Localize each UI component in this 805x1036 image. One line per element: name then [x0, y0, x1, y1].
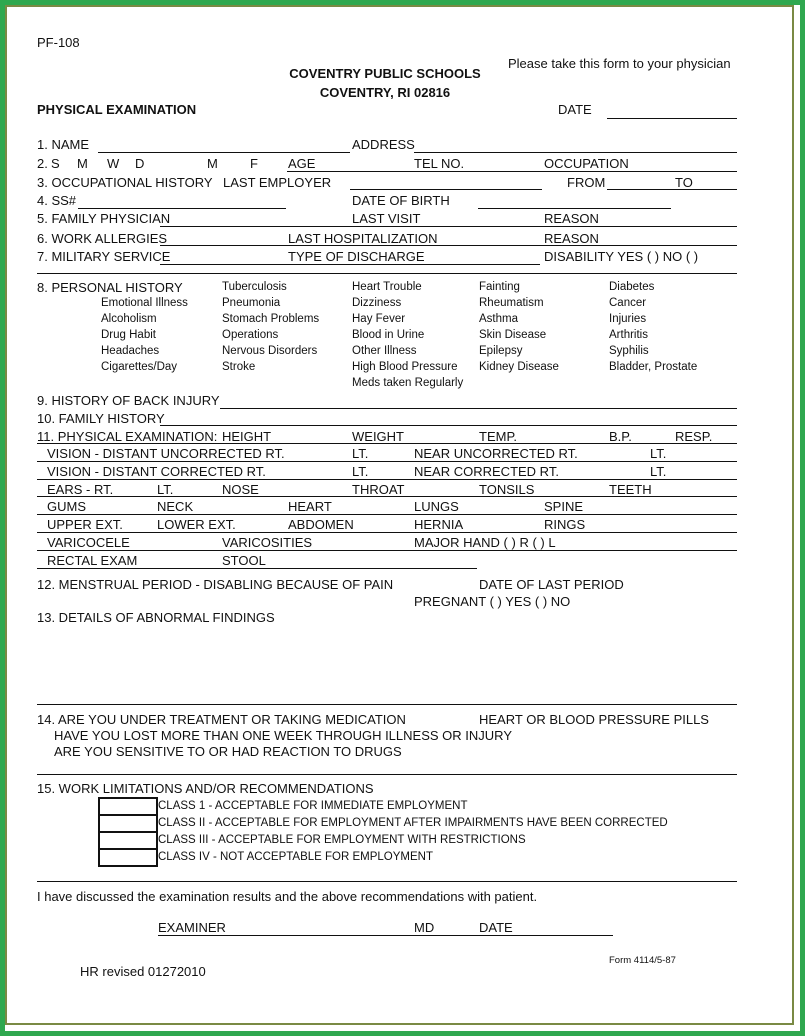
history-item[interactable]: Headaches: [101, 345, 160, 357]
sex-f[interactable]: F: [250, 156, 258, 171]
lt-label: LT.: [157, 482, 174, 497]
ss-field[interactable]: [78, 208, 286, 209]
last-hosp-label: LAST HOSPITALIZATION: [288, 231, 438, 246]
history-item[interactable]: Asthma: [479, 313, 518, 325]
history-item[interactable]: Hay Fever: [352, 313, 406, 325]
dob-field[interactable]: [478, 208, 671, 209]
date-field[interactable]: [607, 118, 737, 119]
row5-field[interactable]: [160, 226, 737, 227]
rectal-exam-label: RECTAL EXAM: [47, 553, 138, 568]
tel-label: TEL NO.: [414, 156, 465, 171]
lungs-label: LUNGS: [414, 499, 459, 514]
disability-label: DISABILITY YES ( ) NO ( ): [544, 249, 699, 264]
to-label: TO: [675, 175, 693, 190]
physician-note: Please take this form to your physician: [508, 56, 731, 71]
sex-m[interactable]: M: [207, 156, 218, 171]
varicosities-label: VARICOSITIES: [222, 535, 313, 550]
last-employer-label: LAST EMPLOYER: [223, 175, 332, 190]
history-item[interactable]: Alcoholism: [101, 313, 157, 325]
history-item[interactable]: Stomach Problems: [222, 313, 320, 325]
marital-prefix: 2.: [37, 156, 48, 171]
history-item[interactable]: Blood in Urine: [352, 329, 425, 341]
last-employer-field[interactable]: [350, 189, 542, 190]
bp-label: B.P.: [609, 429, 632, 444]
history-item[interactable]: Diabetes: [609, 281, 655, 293]
hernia-label: HERNIA: [414, 517, 464, 532]
spine-label: SPINE: [544, 499, 584, 514]
reason-label-2: REASON: [544, 231, 599, 246]
reason-label-1: REASON: [544, 211, 599, 226]
upper-ext-label: UPPER EXT.: [47, 517, 123, 532]
history-item[interactable]: Fainting: [479, 281, 520, 293]
discharge-label: TYPE OF DISCHARGE: [288, 249, 425, 264]
history-item[interactable]: Heart Trouble: [352, 281, 422, 293]
history-item[interactable]: Syphilis: [609, 345, 649, 357]
exam-row-line[interactable]: [37, 479, 737, 480]
history-item[interactable]: Cigarettes/Day: [101, 361, 178, 373]
address-label: ADDRESS: [352, 137, 415, 152]
exam-row-line[interactable]: [37, 461, 737, 462]
exam-row-line[interactable]: [37, 550, 737, 551]
near-uncorrected-label: NEAR UNCORRECTED RT.: [414, 446, 578, 461]
last-period-label: DATE OF LAST PERIOD: [479, 577, 624, 592]
rings-label: RINGS: [544, 517, 586, 532]
section-divider-3: [37, 774, 737, 775]
history-item[interactable]: Arthritis: [609, 329, 648, 341]
status-m[interactable]: M: [77, 156, 88, 171]
examiner-signature-field[interactable]: [158, 935, 613, 936]
exam-row-line[interactable]: [37, 532, 737, 533]
military-label: 7. MILITARY SERVICE: [37, 249, 171, 264]
last-visit-label: LAST VISIT: [352, 211, 421, 226]
row2-field[interactable]: [287, 171, 737, 172]
examiner-label: EXAMINER: [158, 920, 226, 935]
exam-row-line[interactable]: [37, 568, 477, 569]
history-item[interactable]: Dizziness: [352, 297, 402, 309]
back-injury-field[interactable]: [220, 408, 737, 409]
discussed-statement: I have discussed the examination results and the above recommendations with patient.: [37, 889, 538, 904]
height-label: HEIGHT: [222, 429, 272, 444]
status-d[interactable]: D: [135, 156, 145, 171]
stool-label: STOOL: [222, 553, 266, 568]
status-w[interactable]: W: [107, 156, 120, 171]
row6-field[interactable]: [160, 245, 737, 246]
abnormal-findings-label: 13. DETAILS OF ABNORMAL FINDINGS: [37, 610, 275, 625]
history-item[interactable]: Bladder, Prostate: [609, 361, 698, 373]
drug-sensitivity-label: ARE YOU SENSITIVE TO OR HAD REACTION TO DRUGS: [54, 744, 402, 759]
exam-row-line[interactable]: [37, 443, 737, 444]
md-label: MD: [414, 920, 435, 935]
class-3-label: CLASS III - ACCEPTABLE FOR EMPLOYMENT WITH RESTRICTIONS: [158, 834, 526, 846]
occ-history-label: 3. OCCUPATIONAL HISTORY: [37, 175, 213, 190]
revision-note: HR revised 01272010: [80, 964, 206, 979]
history-item[interactable]: Operations: [222, 329, 279, 341]
history-item[interactable]: Cancer: [609, 297, 647, 309]
form-number: Form 4114/5-87: [609, 955, 676, 966]
history-item[interactable]: Tuberculosis: [222, 281, 287, 293]
lt-label: LT.: [650, 464, 667, 479]
dob-label: DATE OF BIRTH: [352, 193, 450, 208]
history-item[interactable]: Skin Disease: [479, 329, 547, 341]
lost-time-label: HAVE YOU LOST MORE THAN ONE WEEK THROUGH ILLNESS OR INJURY: [54, 728, 512, 743]
section-divider-4: [37, 881, 737, 882]
lt-label: LT.: [352, 464, 369, 479]
exam-row-line[interactable]: [37, 496, 737, 497]
family-physician-label: 5. FAMILY PHYSICIAN: [37, 211, 171, 226]
history-item[interactable]: Stroke: [222, 361, 256, 373]
family-history-label: 10. FAMILY HISTORY: [37, 411, 165, 426]
age-label: AGE: [288, 156, 316, 171]
lower-ext-label: LOWER EXT.: [157, 517, 236, 532]
gums-label: GUMS: [47, 499, 86, 514]
throat-label: THROAT: [352, 482, 405, 497]
form-code: PF-108: [37, 35, 80, 50]
history-item[interactable]: Injuries: [609, 313, 647, 325]
vision-corrected-label: VISION - DISTANT CORRECTED RT.: [47, 464, 266, 479]
section-divider-2: [37, 704, 737, 705]
class-1-label: CLASS 1 - ACCEPTABLE FOR IMMEDIATE EMPLOYMENT: [158, 800, 468, 812]
history-item[interactable]: Nervous Disorders: [222, 345, 318, 357]
name-label: 1. NAME: [37, 137, 90, 152]
page-title: PHYSICAL EXAMINATION: [37, 102, 197, 117]
near-corrected-label: NEAR CORRECTED RT.: [414, 464, 559, 479]
treatment-label: 14. ARE YOU UNDER TREATMENT OR TAKING MEDICATION: [37, 712, 406, 727]
varicocele-label: VARICOCELE: [47, 535, 130, 550]
history-item[interactable]: Pneumonia: [222, 297, 281, 309]
date-label: DATE: [558, 102, 592, 117]
work-limitations-label: 15. WORK LIMITATIONS AND/OR RECOMMENDATIONS: [37, 781, 374, 796]
lt-label: LT.: [352, 446, 369, 461]
work-allergies-label: 6. WORK ALLERGIES: [37, 231, 168, 246]
family-history-field[interactable]: [160, 425, 737, 426]
signature-date-label: DATE: [479, 920, 513, 935]
resp-label: RESP.: [675, 429, 713, 444]
teeth-label: TEETH: [609, 482, 652, 497]
physical-exam-label: 11. PHYSICAL EXAMINATION:: [37, 429, 218, 444]
history-item[interactable]: Emotional Illness: [101, 297, 188, 309]
address-field[interactable]: [414, 152, 737, 153]
history-item[interactable]: Other Illness: [352, 345, 417, 357]
row7-field[interactable]: [160, 264, 540, 265]
org-name: COVENTRY PUBLIC SCHOOLS: [289, 66, 481, 81]
history-item[interactable]: High Blood Pressure: [352, 361, 458, 373]
major-hand-label: MAJOR HAND ( ) R ( ) L: [414, 535, 556, 550]
history-item[interactable]: Kidney Disease: [479, 361, 559, 373]
lt-label: LT.: [650, 446, 667, 461]
from-to-field[interactable]: [607, 189, 737, 190]
name-field[interactable]: [98, 152, 350, 153]
org-location: COVENTRY, RI 02816: [319, 85, 451, 100]
exam-row-line[interactable]: [37, 514, 737, 515]
history-item[interactable]: Rheumatism: [479, 297, 544, 309]
history-item[interactable]: Meds taken Regularly: [352, 377, 464, 389]
neck-label: NECK: [157, 499, 194, 514]
history-item[interactable]: Epilepsy: [479, 345, 523, 357]
form-page: [5, 5, 794, 1025]
status-s[interactable]: S: [51, 156, 60, 171]
class-2-label: CLASS II - ACCEPTABLE FOR EMPLOYMENT AFTER IMPAIRMENTS HAVE BEEN CORRECTED: [158, 817, 668, 829]
from-label: FROM: [567, 175, 606, 190]
abdomen-label: ABDOMEN: [288, 517, 354, 532]
back-injury-label: 9. HISTORY OF BACK INJURY: [37, 393, 220, 408]
heart-label: HEART: [288, 499, 332, 514]
pills-label: HEART OR BLOOD PRESSURE PILLS: [479, 712, 709, 727]
class-4-label: CLASS IV - NOT ACCEPTABLE FOR EMPLOYMENT: [158, 851, 433, 863]
tonsils-label: TONSILS: [479, 482, 535, 497]
occupation-label: OCCUPATION: [544, 156, 629, 171]
ss-label: 4. SS#: [37, 193, 77, 208]
weight-label: WEIGHT: [352, 429, 404, 444]
temp-label: TEMP.: [479, 429, 518, 444]
personal-history-label: 8. PERSONAL HISTORY: [37, 280, 183, 295]
section-divider-1: [37, 273, 737, 274]
ears-label: EARS - RT.: [47, 482, 114, 497]
class-4-checkbox[interactable]: [98, 848, 158, 867]
menstrual-label: 12. MENSTRUAL PERIOD - DISABLING BECAUSE OF PAIN: [37, 577, 394, 592]
history-item[interactable]: Drug Habit: [101, 329, 156, 341]
vision-uncorrected-label: VISION - DISTANT UNCORRECTED RT.: [47, 446, 285, 461]
nose-label: NOSE: [222, 482, 259, 497]
pregnant-label: PREGNANT ( ) YES ( ) NO: [414, 594, 571, 609]
